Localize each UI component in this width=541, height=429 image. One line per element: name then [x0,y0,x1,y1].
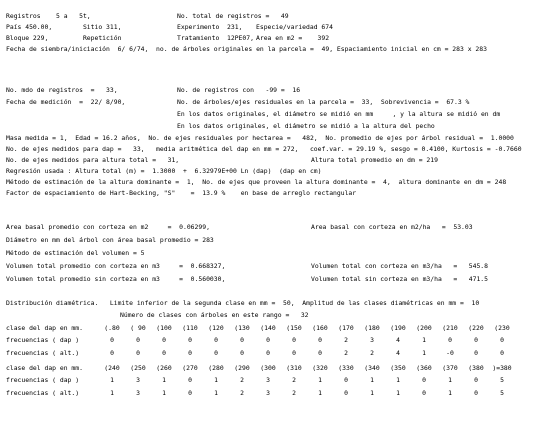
freq-dap-row-cell: 2 [240,376,244,384]
no-registros-con: No. de registros con -99 = 16 [177,86,301,94]
freq-dap-row-cell: 0 [136,336,140,344]
freq-alt-row-cell: 0 [214,349,218,357]
stats-line-2: No. de ejes medidos para dap = 33, media aritmética del dap en mm = 272, coef.var. = 29.19 %, sesgo = 0.4100, Kurtosis = -0.7660 [6,145,522,153]
freq-alt-row-cell: 5 [500,389,504,397]
freq-dap-row-cell: 4 [396,336,400,344]
class-row-cell: (140 [260,324,276,332]
freq-alt-row-cell: 2 [370,349,374,357]
class-row-label: clase del dap en mm. [6,324,83,332]
freq-dap-row-cell: 1 [396,376,400,384]
freq-dap-row-cell: 0 [500,336,504,344]
vol-con-ha: Volumen total con corteza en m3/ha = 545.8 [311,262,488,270]
freq-alt-row-cell: 0 [474,389,478,397]
class-row-cell: (190 [390,324,406,332]
freq-alt-row-cell: 3 [136,389,140,397]
freq-dap-row-cell: 2 [292,376,296,384]
registros-line: Registros 5 a 5t, [6,12,91,20]
freq-alt-row-cell: 2 [292,389,296,397]
class-row-cell: (210 [442,324,458,332]
stats-line-3a: No. de ejes medidos para altura total = 31, [6,156,180,164]
freq-dap-row-cell: 0 [422,376,426,384]
freq-dap-row-cell: 0 [474,336,478,344]
freq-dap-row-cell: 0 [188,376,192,384]
freq-dap-row-cell: 1 [162,376,166,384]
freq-alt-row-cell: 1 [422,349,426,357]
class-row-cell: (.80 [104,324,120,332]
freq-alt-row-cell: 0 [110,349,114,357]
diametro-line: Diámetro en mm del árbol con área basal promedio = 283 [6,236,214,244]
class-row-cell: )=380 [492,364,512,372]
class-row-cell: (120 [208,324,224,332]
no-mdo-registros: No. mdo de registros = 33, [6,86,118,94]
metodo-volumen-line: Método de estimación del volumen = 5 [6,249,145,257]
freq-alt-row-cell: 0 [136,349,140,357]
class-row-cell: (170 [338,324,354,332]
freq-dap-row-cell: 1 [318,376,322,384]
freq-dap-row-cell: 0 [188,336,192,344]
freq-alt-row-cell: 0 [162,349,166,357]
class-row-cell: (270 [182,364,198,372]
freq-dap-row-cell: 1 [214,376,218,384]
class-row-cell: (330 [338,364,354,372]
bloque-line: Bloque 229, Repetición [6,34,122,42]
freq-dap-row-cell: 3 [370,336,374,344]
freq-dap-row-cell: 3 [266,376,270,384]
class-row-cell: (240 [104,364,120,372]
freq-alt-row-cell: 4 [396,349,400,357]
area-basal-arbol: Area basal promedio con corteza en m2 = 0.06299, [6,223,210,231]
freq-alt-row-cell: 1 [214,389,218,397]
fecha-siembra-line: Fecha de siembra/iniciación 6/ 6/74, no. de árboles originales en la parcela = 49, Espaciamiento inicial en cm = 283 x 283 [6,45,487,53]
freq-dap-row-cell: 0 [266,336,270,344]
freq-dap-row-cell: 0 [448,336,452,344]
freq-alt-row-cell: 1 [370,389,374,397]
freq-dap-row-cell: 0 [344,376,348,384]
freq-dap-row-cell: 3 [136,376,140,384]
freq-dap-row-cell: 2 [344,336,348,344]
vol-sin-ha: Volumen total sin corteza en m3/ha = 471.5 [311,275,488,283]
pais-sitio-line: País 450.00, Sitio 311, [6,23,122,31]
class-row-cell: (320 [312,364,328,372]
freq-alt-row-label: frecuencias ( alt.) [6,389,80,397]
class-row-cell: (300 [260,364,276,372]
freq-alt-row-cell: 3 [266,389,270,397]
freq-dap-row-cell: 1 [448,376,452,384]
freq-dap-row-cell: 0 [240,336,244,344]
freq-alt-row-cell: -0 [446,349,454,357]
class-row-cell: (250 [130,364,146,372]
freq-alt-row-cell: 0 [474,349,478,357]
freq-alt-row-cell: 2 [344,349,348,357]
freq-dap-row-label: frecuencias ( dap ) [6,336,80,344]
class-row-cell: (280 [208,364,224,372]
freq-dap-row-cell: 0 [110,336,114,344]
class-row-cell: ( 90 [130,324,146,332]
area-line: Area en m2 = 392 [256,34,330,42]
freq-alt-row-cell: 0 [500,349,504,357]
distribucion-line-2: Número de clases con árboles en este rango = 32 [120,311,309,319]
vol-sin-arbol: Volumen total promedio sin corteza en m3 = 0.560030, [6,275,226,283]
class-row-cell: (310 [286,364,302,372]
freq-alt-row-cell: 0 [422,389,426,397]
tratamiento-line: Tratamiento 12PE07, [177,34,254,42]
freq-dap-row-cell: 1 [110,376,114,384]
class-row-cell: (200 [416,324,432,332]
freq-dap-row-cell: 1 [422,336,426,344]
freq-alt-row-cell: 0 [188,349,192,357]
freq-dap-row-cell: 0 [162,336,166,344]
freq-dap-row-cell: 1 [370,376,374,384]
freq-alt-row-cell: 0 [188,389,192,397]
class-row-cell: (180 [364,324,380,332]
area-basal-ha: Area basal con corteza en m2/ha = 53.03 [311,223,473,231]
fecha-medicion: Fecha de medición = 22/ 8/90, [6,98,126,106]
class-row-cell: (100 [156,324,172,332]
class-row-cell: (370 [442,364,458,372]
freq-alt-row-cell: 1 [162,389,166,397]
hart-becking-line: Factor de espaciamiento de Hart-Becking, "S" = 13.9 % en base de arreglo rectangular [6,189,357,197]
freq-alt-row-cell: 0 [240,349,244,357]
arboles-residuales: No. de árboles/ejes residuales en la parcela = 33, Sobrevivencia = 67.3 % [177,98,470,106]
class-row-cell: (260 [156,364,172,372]
metodo-altura-line: Método de estimación de la altura dominante = 1, No. de ejes que proveen la altura dominante = 4, altura dominante en dm = 248 [6,178,507,186]
nota-medicion-1: En los datos originales, el diámetro se midió en mm , y la altura se midió en dm [177,110,501,118]
stats-line-1: Masa medida = 1, Edad = 16.2 años, No. de ejes residuales por hectarea = 482, No. promedio de ejes por árbol residual = 1.0000 [6,134,514,142]
freq-alt-row-cell: 1 [318,389,322,397]
class-row-cell: (340 [364,364,380,372]
freq-dap-row-cell: 0 [474,376,478,384]
class-row-cell: (230 [494,324,510,332]
freq-alt-row-cell: 1 [110,389,114,397]
especie-line: Especie/variedad 674 [256,23,333,31]
nota-medicion-2: En los datos originales, el diámetro se midió a la altura del pecho [177,122,435,130]
freq-dap-row-cell: 0 [318,336,322,344]
freq-alt-row-label: frecuencias ( alt.) [6,349,80,357]
class-row-cell: (220 [468,324,484,332]
freq-alt-row-cell: 1 [396,389,400,397]
freq-dap-row-cell: 0 [214,336,218,344]
freq-dap-row-label: frecuencias ( dap ) [6,376,80,384]
freq-dap-row-cell: 0 [292,336,296,344]
class-row-cell: (290 [234,364,250,372]
class-row-cell: (350 [390,364,406,372]
class-row-cell: (360 [416,364,432,372]
freq-alt-row-cell: 1 [448,389,452,397]
class-row-cell: (130 [234,324,250,332]
class-row-cell: (110 [182,324,198,332]
stats-line-3b: Altura total promedio en dm = 219 [311,156,438,164]
class-row-cell: (150 [286,324,302,332]
freq-dap-row-cell: 5 [500,376,504,384]
class-row-label: clase del dap en mm. [6,364,83,372]
no-total-registros: No. total de registros = 49 [177,12,289,20]
regresion-line: Regresión usada : Altura total (m) = 1.3000 + 6.32979E+00 Ln (dap) (dap en cm) [6,167,322,175]
freq-alt-row-cell: 0 [292,349,296,357]
freq-alt-row-cell: 0 [318,349,322,357]
freq-alt-row-cell: 2 [240,389,244,397]
experimento-line: Experimento 231, [177,23,243,31]
distribucion-line-1: Distribución diamétrica. Limite inferior de la segunda clase en mm = 50, Amplitud de las clases diamétricas en mm = 10 [6,299,480,307]
vol-con-arbol: Volumen total promedio con corteza en m3 = 0.668327, [6,262,226,270]
freq-alt-row-cell: 0 [266,349,270,357]
class-row-cell: (160 [312,324,328,332]
class-row-cell: (380 [468,364,484,372]
freq-alt-row-cell: 0 [344,389,348,397]
